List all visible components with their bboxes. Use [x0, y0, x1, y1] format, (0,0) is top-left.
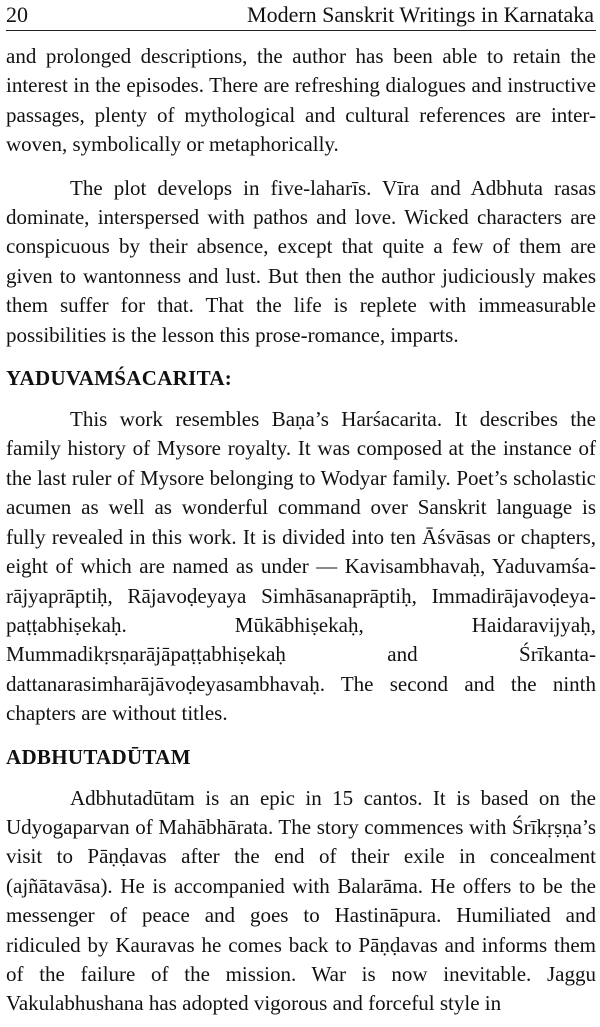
running-head — [6, 0, 596, 34]
page-body — [6, 42, 596, 1019]
paragraph-yaduvamsacarita: This work resembles Baṇa’s Harśacarita. It describes the family history of Mysore royalty. It was composed at the instance of the last ruler of Mysore belonging to Wodyar family. Poet’s scholastic acumen as well as wonderful command over Sanskrit language is fully revealed in this work. It is divided into ten Āśvāsas or chapters, eight of which are named as under — Kavisambhavaḥ, Yaduvamśa-rājyaprāptiḥ, Rājavoḍeyaya Simhāsanaprāptiḥ, Immadirājavoḍeya-paṭṭabhiṣekaḥ. Mūkābhiṣekaḥ, Haidaravijyaḥ, Mummadikṛsṇarājāpaṭṭabhiṣekaḥ and Śrīkantadattanarasimharājāvoḍeyasambhavaḥ. The second and the ninth chapters are without titles. — [6, 407, 596, 726]
heading-spacer — [6, 393, 596, 405]
section-heading-adbhutadutam: ADBHUTADŪTAM — [6, 744, 191, 769]
paragraph-adbhutadutam: Adbhutadūtam is an epic in 15 cantos. It is based on the Udyogaparvan of Mahābhārata. The story commences with Śrīkṛṣṇa’s visit to Pāṇḍavas after the end of their exile in concealment (ajñātavāsa). He is accompanied with Balarāma. He offers to be the messenger of peace and goes to Hastināpura. Humiliated and ridiculed by Kauravas he comes back to Pāṇḍavas and informs them of the failure of the mission. War is now inevitable. Jaggu Vakulabhushana has adopted vigorous and forceful style in — [6, 785, 596, 1016]
page-number: 20 — [6, 2, 28, 27]
paragraph-continued: and prolonged descriptions, the author has been able to retain the interest in the episodes. There are refreshing dialogues and instructive passages, plenty of mythological and cultural references are inter-woven, symbolically or metaphorically. — [6, 44, 596, 157]
heading-spacer — [6, 772, 596, 784]
paragraph-spacer — [6, 160, 596, 174]
section-heading-yaduvamsacarita: YADUVAMŚACARITA: — [6, 366, 233, 391]
paragraph-plot: The plot develops in five-laharīs. Vīra and Adbhuta rasas dominate, interspersed with pathos and love. Wicked characters are conspicuous by their absence, except that quite a few of them are given to wantonness and lust. But then the author judiciously makes them suffer for that. That the life is replete with immeasurable possibilities is the lesson this prose-romance, imparts. — [6, 175, 596, 347]
running-title: Modern Sanskrit Writings in Karnataka — [247, 2, 594, 27]
header-rule — [6, 30, 596, 31]
heading-spacer — [6, 729, 596, 742]
heading-spacer — [6, 350, 596, 363]
book-page — [6, 0, 596, 1027]
